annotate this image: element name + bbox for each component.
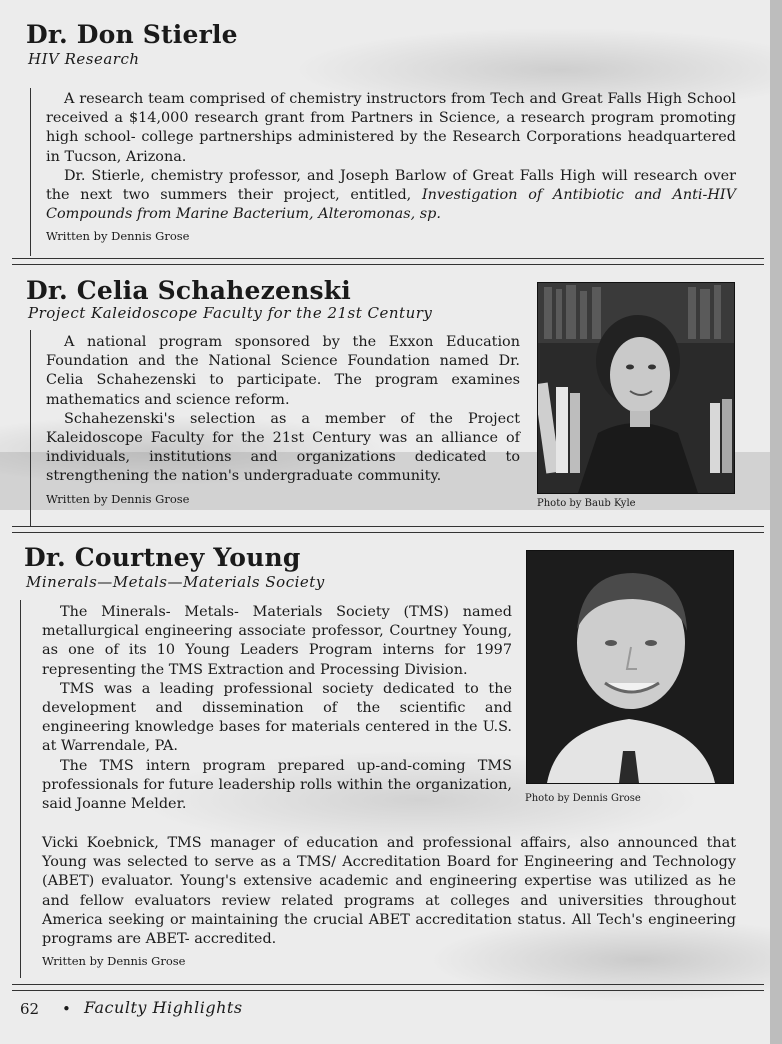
- section-3-body-full: [42, 834, 736, 971]
- section-3-title: Dr. Courtney Young: [24, 543, 301, 572]
- section-1-subtitle: HIV Research: [28, 50, 140, 68]
- celia-schahezenski-photo: [537, 282, 735, 494]
- section-2-body: [46, 333, 520, 509]
- section-1-paragraph-2: [46, 167, 736, 225]
- section-2-subtitle: Project Kaleidoscope Faculty for the 21st Century: [28, 304, 433, 322]
- footer-rule-top: [12, 984, 764, 985]
- section-2-rule-top: [12, 526, 764, 527]
- footer-rule-bottom: [12, 990, 764, 991]
- section-3-paragraph-3: The TMS intern program prepared up-and-coming TMS professionals for future leadership rolls within the organization, said Joanne Melder.: [42, 757, 512, 813]
- section-1-body: [46, 90, 736, 247]
- section-3-paragraph-4: Vicki Koebnick, TMS manager of education and professional affairs, also announced that Young was selected to serve as a TMS/ Accreditation Board for Engineering and Technology (ABET) evaluator. Young's extensive academic and engineering expertise was utilized as he and fellow evaluators review related programs at colleges and universities throughout America seeking or maintaining the crucial ABET accreditation status. All Tech's engineering programs are ABET- accredited.: [42, 835, 736, 948]
- section-2-rule-bottom: [12, 532, 764, 533]
- section-1-title: Dr. Don Stierle: [26, 20, 238, 49]
- section-3-photo-caption: Photo by Dennis Grose: [525, 793, 641, 804]
- section-3-paragraph-2: TMS was a leading professional society dedicated to the development and dissemination of the scientific and engineering knowledge bases for materials centered in the U.S. at Warrendale, PA.: [42, 680, 512, 755]
- section-2-title: Dr. Celia Schahezenski: [26, 276, 351, 305]
- section-3-left-bar: [20, 600, 21, 978]
- section-2-paragraph-2: Schahezenski's selection as a member of the Project Kaleidoscope Faculty for the 21st Century was an alliance of individuals, institutions and organizations dedicated to strengthening the nation's undergraduate community.: [46, 410, 520, 485]
- page-edge: [770, 0, 782, 1044]
- section-2-paragraph-1: A national program sponsored by the Exxon Education Foundation and the National Science Foundation named Dr. Celia Schahezenski to participate. The program examines mathematics and science reform.: [46, 334, 520, 408]
- section-2-photo-caption: Photo by Baub Kyle: [537, 498, 636, 509]
- courtney-young-photo: [526, 550, 734, 784]
- section-1-paragraph-1: A research team comprised of chemistry instructors from Tech and Great Falls High School received a $14,000 research grant from Partners in Science, a research program promoting high school- college partnerships administered by the Research Corporations headquartered in Tucson, Arizona.: [46, 91, 736, 165]
- section-1-rule-bottom: [12, 264, 764, 265]
- footer-section-title: Faculty Highlights: [84, 998, 243, 1017]
- section-1-project-title: Investigation of Antibiotic and Anti-HIV Compounds from Marine Bacterium, Alteromonas, sp.: [46, 187, 736, 223]
- section-2-byline: Written by Dennis Grose: [46, 491, 190, 506]
- section-2-left-bar: [30, 330, 31, 526]
- section-1-left-bar: [30, 88, 31, 256]
- section-1-rule-top: [12, 258, 764, 259]
- section-3-byline: Written by Dennis Grose: [42, 954, 186, 969]
- page-number: 62: [20, 1000, 40, 1018]
- section-1-paragraph-2-text: Dr. Stierle, chemistry professor, and Joseph Barlow of Great Falls High will research over the next two summers their project, entitled,: [46, 167, 736, 204]
- section-1-byline: Written by Dennis Grose: [46, 229, 190, 244]
- footer-bullet: •: [62, 1000, 71, 1018]
- portrait-man-icon: [527, 551, 733, 783]
- portrait-woman-icon: [538, 283, 734, 493]
- section-3-body: [42, 603, 512, 814]
- section-3-paragraph-1: The Minerals- Metals- Materials Society (TMS) named metallurgical engineering associate professor, Courtney Young, as one of its 10 Young Leaders Program interns for 1997 representing the TMS Extraction and Processing Division.: [42, 604, 512, 678]
- section-3-subtitle: Minerals—Metals—Materials Society: [26, 573, 325, 591]
